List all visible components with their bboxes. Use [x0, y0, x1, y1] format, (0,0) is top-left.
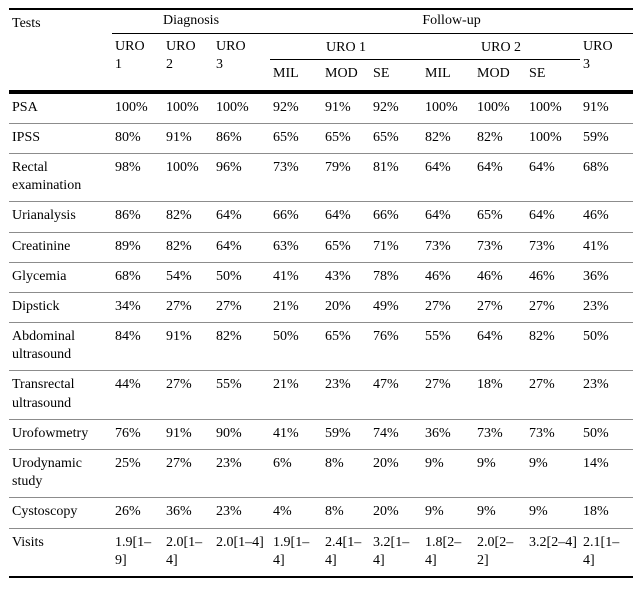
diagnosis-col-uro2-header — [163, 34, 213, 92]
value-cell: 59% — [322, 419, 370, 449]
followup-uro2-group-header: URO 2 — [422, 34, 580, 60]
table-row — [9, 123, 633, 153]
value-cell: 3.2[2–4] — [526, 528, 580, 577]
followup-uro1-group-header: URO 1 — [270, 34, 422, 60]
table-row — [9, 419, 633, 449]
test-name-cell: Transrectal ultrasound — [9, 371, 112, 419]
value-cell: 1.8[2–4] — [422, 528, 474, 577]
value-cell: 78% — [370, 262, 422, 292]
table-row — [9, 450, 633, 498]
value-cell: 64% — [322, 202, 370, 232]
followup-col-uro3-label: URO 3 — [583, 39, 613, 73]
col-uro1-mil-header: MIL — [273, 66, 299, 82]
value-cell: 49% — [370, 292, 422, 322]
diagnosis-col-uro2-label: URO 2 — [166, 39, 196, 73]
value-cell: 47% — [370, 371, 422, 419]
table-row — [9, 528, 633, 577]
value-cell: 66% — [370, 202, 422, 232]
value-cell: 27% — [422, 292, 474, 322]
value-cell: 50% — [580, 419, 633, 449]
value-cell: 20% — [322, 292, 370, 322]
value-cell: 96% — [213, 153, 270, 201]
value-cell: 1.9[1–9] — [112, 528, 163, 577]
value-cell: 27% — [163, 371, 213, 419]
value-cell: 9% — [526, 450, 580, 498]
test-name-cell: Creatinine — [9, 232, 112, 262]
followup-group-header: Follow-up — [270, 9, 633, 34]
value-cell: 100% — [526, 92, 580, 124]
col-uro2-se-header: SE — [529, 66, 546, 82]
value-cell: 27% — [163, 450, 213, 498]
value-cell: 1.9[1–4] — [270, 528, 322, 577]
test-name-cell: Urofowmetry — [9, 419, 112, 449]
table-row — [9, 371, 633, 419]
value-cell: 64% — [474, 153, 526, 201]
test-name-cell: Dipstick — [9, 292, 112, 322]
value-cell: 65% — [322, 123, 370, 153]
value-cell: 64% — [526, 153, 580, 201]
value-cell: 54% — [163, 262, 213, 292]
value-cell: 41% — [270, 262, 322, 292]
test-name-cell: Abdominal ultrasound — [9, 323, 112, 371]
value-cell: 68% — [580, 153, 633, 201]
value-cell: 20% — [370, 450, 422, 498]
value-cell: 50% — [270, 323, 322, 371]
value-cell: 91% — [322, 92, 370, 124]
value-cell: 27% — [526, 371, 580, 419]
table-row — [9, 292, 633, 322]
value-cell: 2.0[1–4] — [163, 528, 213, 577]
value-cell: 82% — [422, 123, 474, 153]
value-cell: 6% — [270, 450, 322, 498]
value-cell: 92% — [370, 92, 422, 124]
value-cell: 73% — [270, 153, 322, 201]
value-cell: 23% — [213, 498, 270, 528]
value-cell: 91% — [163, 323, 213, 371]
table-row — [9, 323, 633, 371]
value-cell: 4% — [270, 498, 322, 528]
table-row — [9, 153, 633, 201]
value-cell: 76% — [112, 419, 163, 449]
value-cell: 64% — [422, 202, 474, 232]
value-cell: 89% — [112, 232, 163, 262]
test-name-cell: Glycemia — [9, 262, 112, 292]
value-cell: 41% — [580, 232, 633, 262]
value-cell: 41% — [270, 419, 322, 449]
diagnosis-group-header: Diagnosis — [112, 9, 270, 34]
diagnosis-col-uro3-label: URO 3 — [216, 39, 246, 73]
value-cell: 64% — [213, 202, 270, 232]
value-cell: 73% — [474, 419, 526, 449]
value-cell: 73% — [474, 232, 526, 262]
value-cell: 68% — [112, 262, 163, 292]
value-cell: 80% — [112, 123, 163, 153]
value-cell: 73% — [526, 419, 580, 449]
value-cell: 46% — [580, 202, 633, 232]
value-cell: 74% — [370, 419, 422, 449]
value-cell: 100% — [163, 153, 213, 201]
value-cell: 82% — [163, 232, 213, 262]
value-cell: 46% — [422, 262, 474, 292]
test-name-cell: Visits — [9, 528, 112, 577]
value-cell: 65% — [474, 202, 526, 232]
value-cell: 9% — [422, 450, 474, 498]
value-cell: 2.4[1–4] — [322, 528, 370, 577]
value-cell: 43% — [322, 262, 370, 292]
col-uro2-mod-header: MOD — [477, 66, 510, 82]
tests-corner-header: Tests — [12, 16, 41, 31]
col-uro2-mil-header: MIL — [425, 66, 451, 82]
value-cell: 27% — [474, 292, 526, 322]
value-cell: 14% — [580, 450, 633, 498]
col-uro1-se-header: SE — [373, 66, 390, 82]
diagnosis-col-uro1-header — [112, 34, 163, 92]
table-header — [9, 9, 633, 92]
value-cell: 21% — [270, 292, 322, 322]
value-cell: 36% — [422, 419, 474, 449]
value-cell: 76% — [370, 323, 422, 371]
value-cell: 63% — [270, 232, 322, 262]
value-cell: 100% — [526, 123, 580, 153]
value-cell: 86% — [213, 123, 270, 153]
value-cell: 23% — [213, 450, 270, 498]
col-uro1-mod-header: MOD — [325, 66, 358, 82]
table-body — [9, 92, 633, 577]
value-cell: 20% — [370, 498, 422, 528]
value-cell: 64% — [422, 153, 474, 201]
test-name-cell: Cystoscopy — [9, 498, 112, 528]
test-name-cell: Urianalysis — [9, 202, 112, 232]
value-cell: 73% — [422, 232, 474, 262]
diagnosis-col-uro1-label: URO 1 — [115, 39, 145, 73]
table-row — [9, 92, 633, 124]
value-cell: 82% — [213, 323, 270, 371]
value-cell: 64% — [213, 232, 270, 262]
value-cell: 100% — [474, 92, 526, 124]
value-cell: 18% — [580, 498, 633, 528]
value-cell: 91% — [163, 419, 213, 449]
value-cell: 2.0[2–2] — [474, 528, 526, 577]
value-cell: 92% — [270, 92, 322, 124]
value-cell: 27% — [163, 292, 213, 322]
value-cell: 9% — [526, 498, 580, 528]
value-cell: 46% — [474, 262, 526, 292]
value-cell: 82% — [163, 202, 213, 232]
table-row — [9, 232, 633, 262]
value-cell: 65% — [322, 232, 370, 262]
value-cell: 64% — [474, 323, 526, 371]
value-cell: 23% — [580, 292, 633, 322]
value-cell: 55% — [213, 371, 270, 419]
value-cell: 65% — [270, 123, 322, 153]
value-cell: 50% — [580, 323, 633, 371]
value-cell: 100% — [112, 92, 163, 124]
table-row — [9, 262, 633, 292]
value-cell: 46% — [526, 262, 580, 292]
value-cell: 64% — [526, 202, 580, 232]
value-cell: 27% — [422, 371, 474, 419]
value-cell: 65% — [322, 323, 370, 371]
value-cell: 50% — [213, 262, 270, 292]
value-cell: 18% — [474, 371, 526, 419]
value-cell: 55% — [422, 323, 474, 371]
value-cell: 100% — [163, 92, 213, 124]
value-cell: 66% — [270, 202, 322, 232]
value-cell: 91% — [580, 92, 633, 124]
table-row — [9, 202, 633, 232]
value-cell: 21% — [270, 371, 322, 419]
table-row — [9, 498, 633, 528]
value-cell: 82% — [474, 123, 526, 153]
value-cell: 34% — [112, 292, 163, 322]
test-name-cell: PSA — [9, 92, 112, 124]
value-cell: 86% — [112, 202, 163, 232]
value-cell: 8% — [322, 498, 370, 528]
value-cell: 44% — [112, 371, 163, 419]
value-cell: 98% — [112, 153, 163, 201]
value-cell: 81% — [370, 153, 422, 201]
value-cell: 27% — [213, 292, 270, 322]
header-row-groups — [9, 9, 633, 34]
test-name-cell: IPSS — [9, 123, 112, 153]
value-cell: 27% — [526, 292, 580, 322]
value-cell: 65% — [370, 123, 422, 153]
value-cell: 3.2[1–4] — [370, 528, 422, 577]
value-cell: 100% — [213, 92, 270, 124]
value-cell: 2.1[1–4] — [580, 528, 633, 577]
value-cell: 71% — [370, 232, 422, 262]
value-cell: 9% — [474, 498, 526, 528]
value-cell: 100% — [422, 92, 474, 124]
tests-table — [9, 8, 633, 578]
test-name-cell: Rectal examination — [9, 153, 112, 201]
test-name-cell: Urodynamic study — [9, 450, 112, 498]
value-cell: 9% — [422, 498, 474, 528]
value-cell: 8% — [322, 450, 370, 498]
value-cell: 90% — [213, 419, 270, 449]
value-cell: 59% — [580, 123, 633, 153]
value-cell: 36% — [580, 262, 633, 292]
followup-col-uro3-header — [580, 34, 633, 92]
value-cell: 9% — [474, 450, 526, 498]
value-cell: 84% — [112, 323, 163, 371]
value-cell: 23% — [580, 371, 633, 419]
value-cell: 26% — [112, 498, 163, 528]
value-cell: 79% — [322, 153, 370, 201]
value-cell: 91% — [163, 123, 213, 153]
value-cell: 73% — [526, 232, 580, 262]
value-cell: 23% — [322, 371, 370, 419]
value-cell: 25% — [112, 450, 163, 498]
value-cell: 36% — [163, 498, 213, 528]
value-cell: 82% — [526, 323, 580, 371]
value-cell: 2.0[1–4] — [213, 528, 270, 577]
diagnosis-col-uro3-header — [213, 34, 270, 92]
